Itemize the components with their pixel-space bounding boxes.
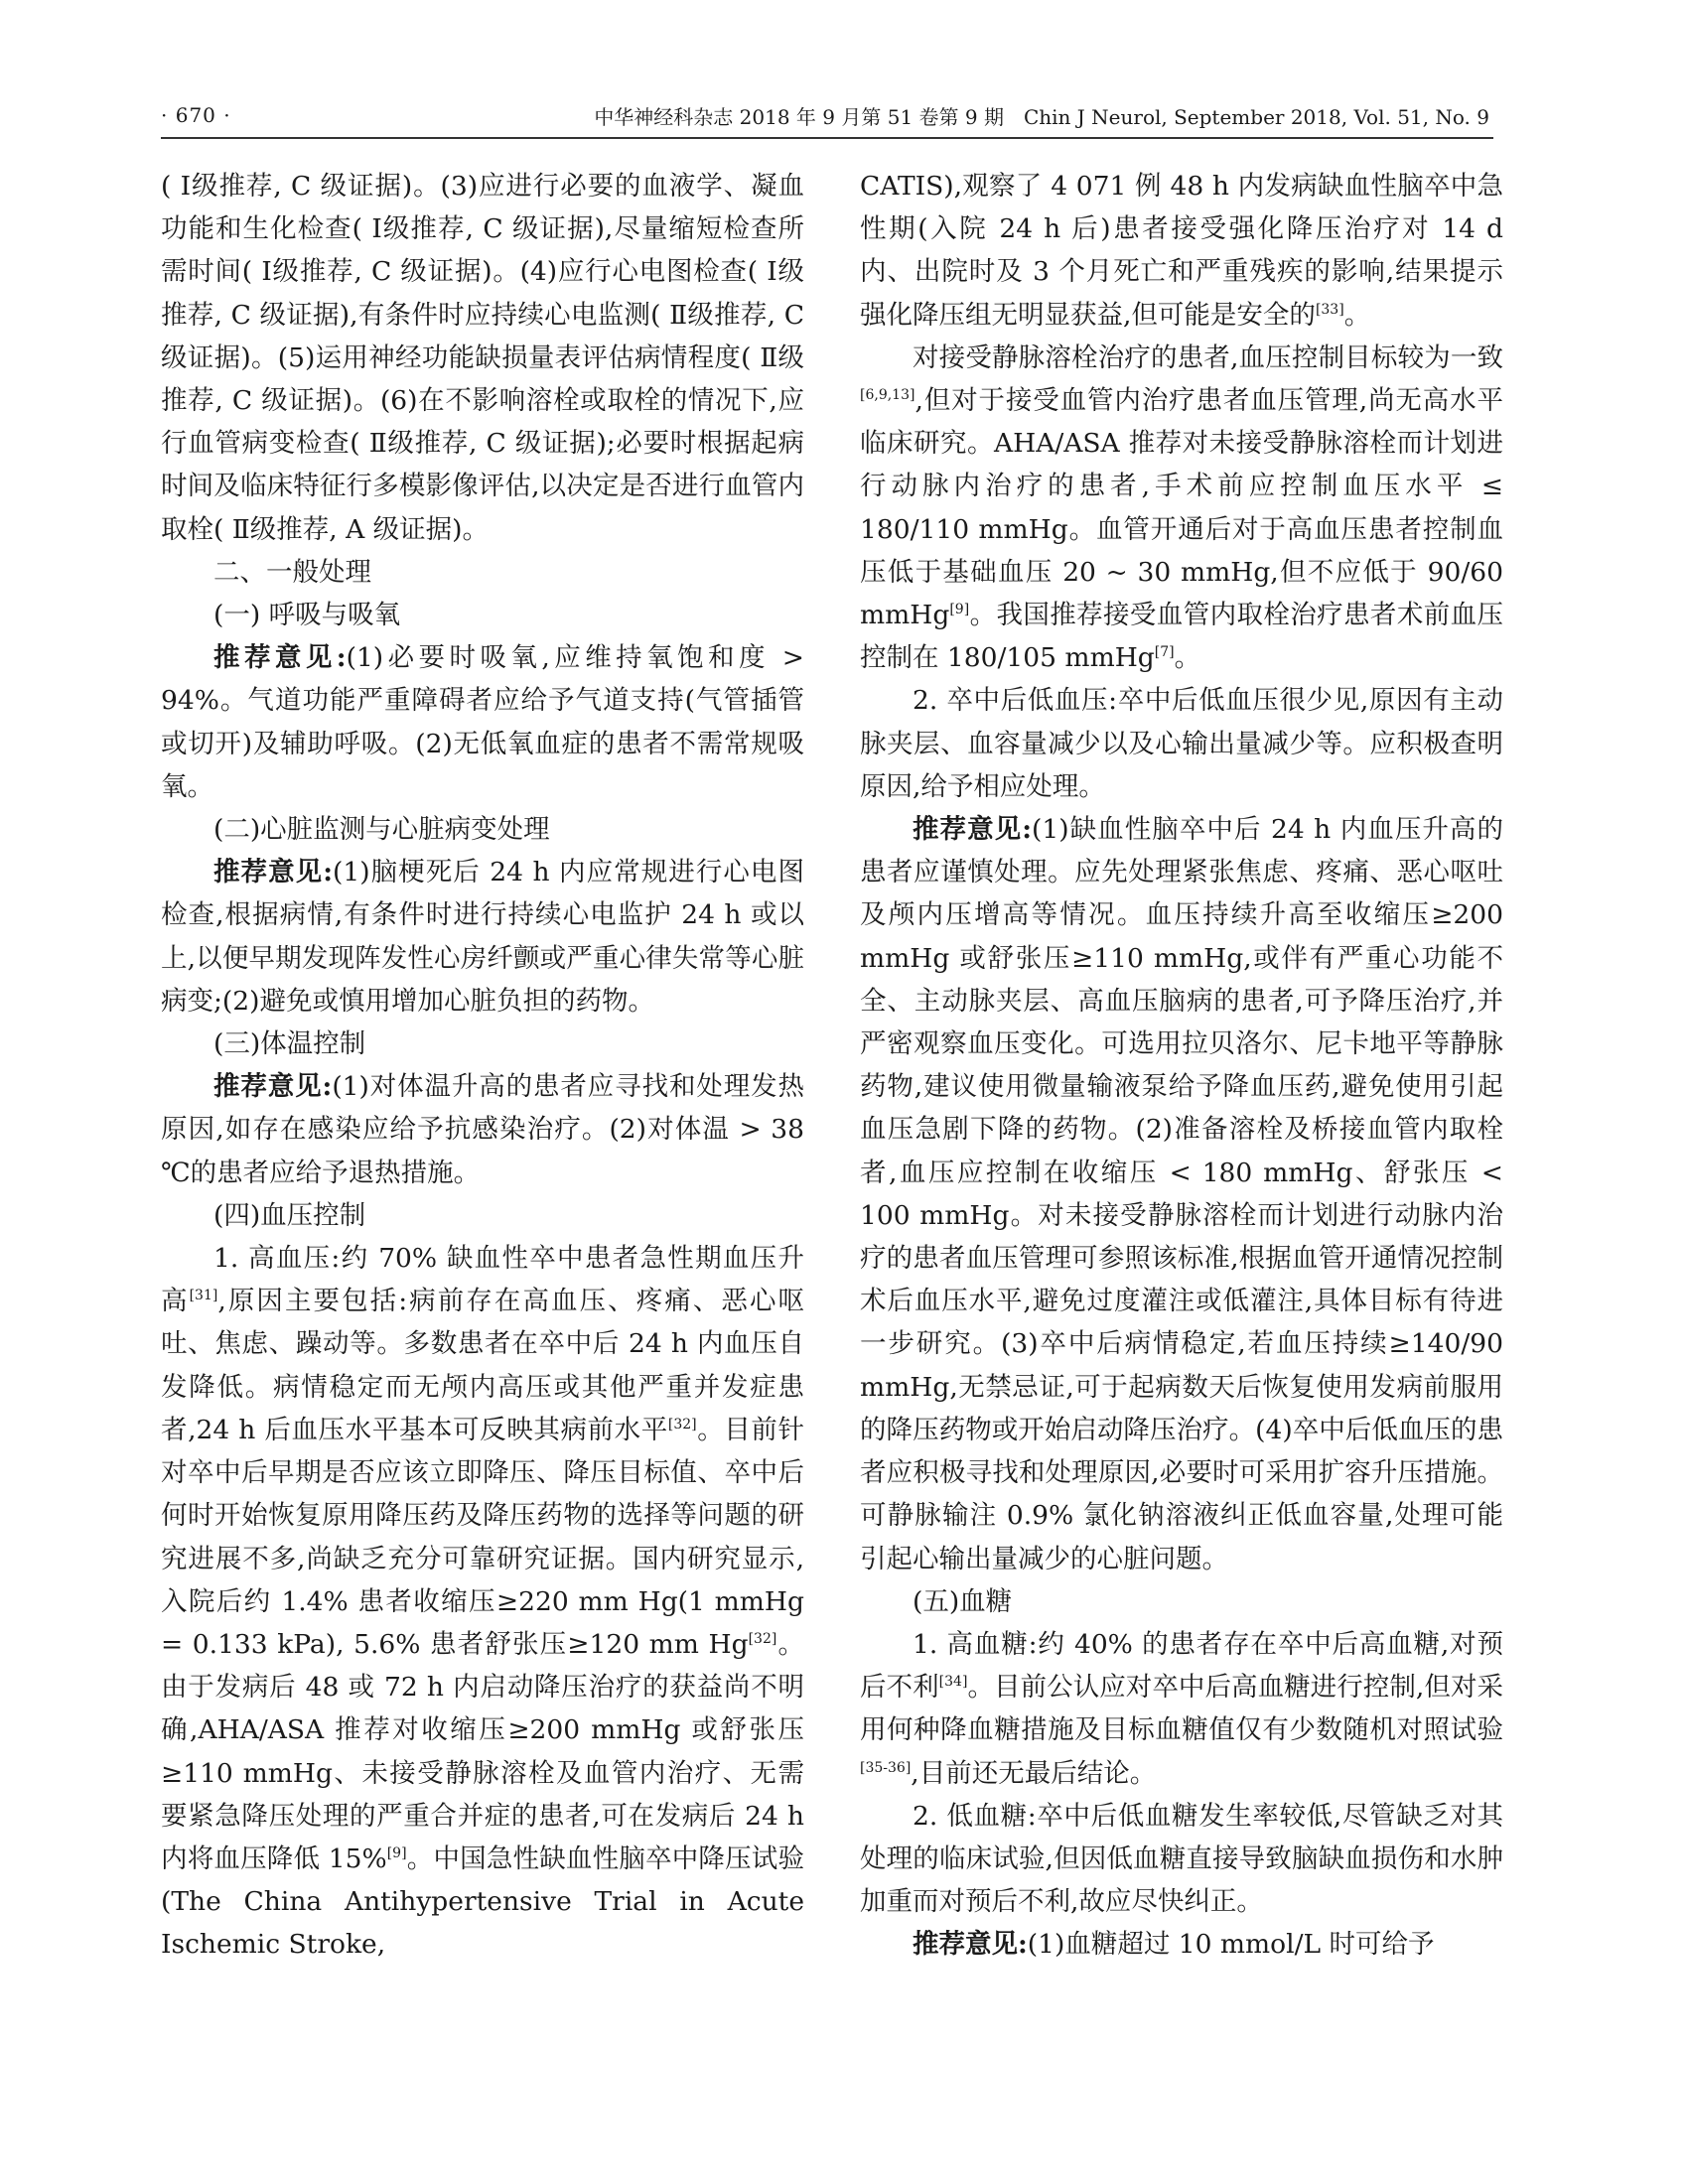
paragraph-text: (五)血糖 [913, 1585, 1013, 1617]
paragraph-text: ( Ⅰ级推荐, C 级证据)。(3)应进行必要的血液学、凝血功能和生化检查( Ⅰ级推荐, C 级证据),尽量缩短检查所需时间( Ⅰ级推荐, C 级证据)。(4)应行心电图检查( Ⅰ级推荐, C 级证据),有条件时应持续心电监测( Ⅱ级推荐, C 级证据)。(5)运用神经功能缺损量表评估病情程度( Ⅱ级推荐, C 级证据)。(6)在不影响溶栓或取栓的情况下,应行血管病变检查( Ⅱ级推荐, C 级证据);必要时根据起病时间及临床特征行多模影像评估,以决定是否进行血管内取栓( Ⅱ级推荐, A 级证据)。 [161, 171, 804, 545]
paragraph [860, 1580, 1503, 1623]
paragraph [860, 1923, 1503, 1966]
paragraph-text: (1)血糖超过 10 mmol/L 时可给予 [1027, 1929, 1435, 1961]
paragraph-text: (1)脑梗死后 24 h 内应常规进行心电图检查,根据病情,有条件时进行持续心电监护 24 h 或以上,以便早期发现阵发性心房纤颤或严重心律失常等心脏病变;(2)避免或慎用增加心脏负担的药物。 [161, 857, 804, 1017]
paragraph-text: 2. 低血糖:卒中后低血糖发生率较低,尽管缺乏对其处理的临床试验,但因低血糖直接导致脑缺血损伤和水肿加重而对预后不利,故应尽快纠正。 [860, 1800, 1503, 1918]
paragraph-text: 2. 卒中后低血压:卒中后低血压很少见,原因有主动脉夹层、血容量减少以及心输出量减少等。应积极查明原因,给予相应处理。 [860, 685, 1503, 802]
paragraph [860, 679, 1503, 808]
paragraph-text: 对接受静脉溶栓治疗的患者,血压控制目标较为一致[6,9,13],但对于接受血管内治疗患者血压管理,尚无高水平临床研究。AHA/ASA 推荐对未接受静脉溶栓而计划进行动脉内治疗的患者,手术前应控制血压水平 ≤ 180/110 mmHg。血管开通后对于高血压患者控制血压低于基础血压 20 ~ 30 mmHg,但不应低于 90/60 mmHg[9]。我国推荐接受血管内取栓治疗患者术前血压控制在 180/105 mmHg[7]。 [860, 341, 1503, 674]
paragraph-text: (1)缺血性脑卒中后 24 h 内血压升高的患者应谨慎处理。应先处理紧张焦虑、疼痛、恶心呕吐及颅内压增高等情况。血压持续升高至收缩压≥200 mmHg 或舒张压≥110 mmHg,或伴有严重心功能不全、主动脉夹层、高血压脑病的患者,可予降压治疗,并严密观察血压变化。可选用拉贝洛尔、尼卡地平等静脉药物,建议使用微量输液泵给予降血压药,避免使用引起血压急剧下降的药物。(2)准备溶栓及桥接血管内取栓者,血压应控制在收缩压 < 180 mmHg、舒张压 < 100 mmHg。对未接受静脉溶栓而计划进行动脉内治疗的患者血压管理可参照该标准,根据血管开通情况控制术后血压水平,避免过度灌注或低灌注,具体目标有待进一步研究。(3)卒中后病情稳定,若血压持续≥140/90 mmHg,无禁忌证,可于起病数天后恢复使用发病前服用的降压药物或开始启动降压治疗。(4)卒中后低血压的患者应积极寻找和处理原因,必要时可采用扩容升压措施。可静脉输注 0.9% 氯化钠溶液纠正低血容量,处理可能引起心输出量减少的心脏问题。 [860, 814, 1503, 1574]
header-rule [161, 137, 1493, 139]
paragraph [161, 1023, 804, 1065]
paragraph-text: CATIS),观察了 4 071 例 48 h 内发病缺血性脑卒中急性期(入院 24 h 后)患者接受强化降压治疗对 14 d 内、出院时及 3 个月死亡和严重残疾的影响,结果提示强化降压组无明显获益,但可能是安全的[33]。 [860, 171, 1503, 331]
paragraph [161, 165, 804, 551]
recommendation-label: 推荐意见: [913, 1929, 1028, 1961]
paragraph [860, 337, 1503, 680]
paragraph [161, 808, 804, 851]
paragraph [161, 636, 804, 808]
page-number: · 670 · [161, 103, 231, 127]
paragraph [860, 808, 1503, 1580]
paragraph-text: (1)必要时吸氧,应维持氧饱和度 > 94%。气道功能严重障碍者应给予气道支持(气管插管或切开)及辅助呼吸。(2)无低氧血症的患者不需常规吸氧。 [161, 642, 804, 802]
paragraph [860, 1795, 1503, 1924]
paragraph-text: 1. 高血压:约 70% 缺血性卒中患者急性期血压升高[31],原因主要包括:病前存在高血压、疼痛、恶心呕吐、焦虑、躁动等。多数患者在卒中后 24 h 内血压自发降低。病情稳定而无颅内高压或其他严重并发症患者,24 h 后血压水平基本可反映其病前水平[32]。目前针对卒中后早期是否应该立即降压、降压目标值、卒中后何时开始恢复原用降压药及降压药物的选择等问题的研究进展不多,尚缺乏充分可靠研究证据。国内研究显示,入院后约 1.4% 患者收缩压≥220 mm Hg(1 mmHg = 0.133 kPa), 5.6% 患者舒张压≥120 mm Hg[32]。由于发病后 48 或 72 h 内启动降压治疗的获益尚不明确,AHA/ASA 推荐对收缩压≥200 mmHg 或舒张压≥110 mmHg、未接受静脉溶栓及血管内治疗、无需要紧急降压处理的严重合并症的患者,可在发病后 24 h 内将血压降低 15%[9]。中国急性缺血性脑卒中降压试验(The China Antihypertensive Trial in Acute Ischemic Stroke, [161, 1243, 805, 1961]
recommendation-label: 推荐意见: [213, 857, 334, 888]
paragraph-text: (四)血压控制 [213, 1199, 366, 1231]
paragraph-text: (三)体温控制 [213, 1028, 366, 1060]
paragraph-text: 1. 高血糖:约 40% 的患者存在卒中后高血糖,对预后不利[34]。目前公认应对卒中后高血糖进行控制,但对采用何种降血糖措施及目标血糖值仅有少数随机对照试验[35-36],目前还无最后结论。 [860, 1628, 1503, 1789]
recommendation-label: 推荐意见: [213, 642, 347, 674]
left-column [161, 165, 804, 1967]
paragraph-text: (二)心脏监测与心脏病变处理 [213, 814, 550, 846]
recommendation-label: 推荐意见: [213, 1071, 333, 1103]
paragraph [860, 165, 1503, 337]
paragraph [161, 1194, 804, 1237]
paragraph-text: 二、一般处理 [213, 556, 371, 588]
paragraph [161, 851, 804, 1023]
paragraph-text: (一) 呼吸与吸氧 [213, 600, 401, 631]
right-column [860, 165, 1503, 1967]
running-header: 中华神经科杂志 2018 年 9 月第 51 卷第 9 期 Chin J Neurol, September 2018, Vol. 51, No. 9 [594, 105, 1489, 129]
paragraph [161, 594, 804, 636]
paragraph [161, 1237, 804, 1966]
recommendation-label: 推荐意见: [913, 814, 1033, 846]
paragraph [860, 1623, 1503, 1795]
paragraph [161, 1065, 804, 1194]
paragraph [161, 551, 804, 594]
paragraph-text: (1)对体温升高的患者应寻找和处理发热原因,如存在感染应给予抗感染治疗。(2)对体温 > 38 ℃的患者应给予退热措施。 [161, 1071, 804, 1188]
